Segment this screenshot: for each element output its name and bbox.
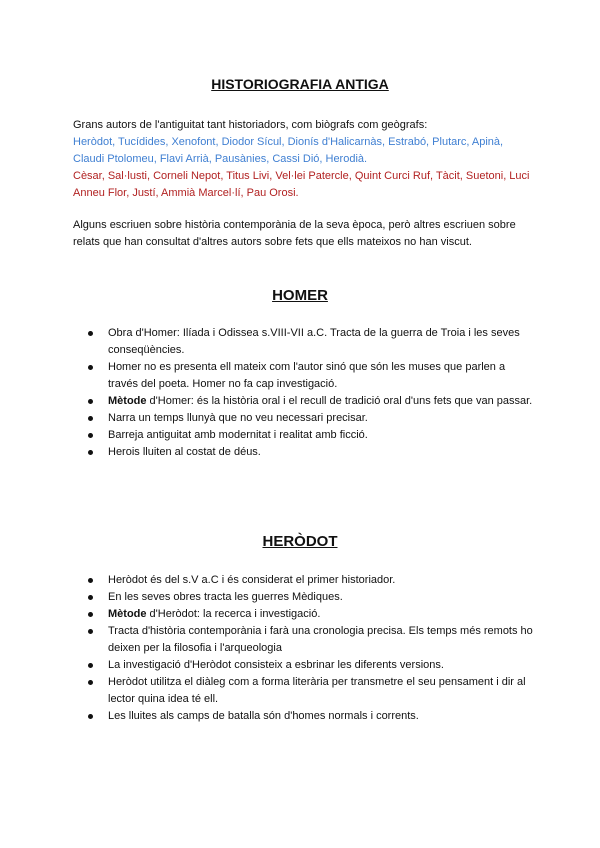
bullet-icon (88, 365, 93, 370)
greek-authors-list: Heròdot, Tucídides, Xenofont, Diodor Sícul, Dionís d'Halicarnàs, Estrabó, Plutarc, Apinà, Claudi Ptolomeu, Flavi Arrià, Pausànies, Cassi Dió, Herodià. (73, 136, 504, 165)
list-item: En les seves obres tracta les guerres Mèdiques. (88, 589, 536, 606)
intro-paragraph (73, 117, 535, 202)
list-item: Obra d'Homer: Ilíada i Odissea s.VIII-VII a.C. Tracta de la guerra de Troia i les seves conseqüències. (88, 325, 536, 359)
bullet-icon (88, 595, 93, 600)
list-item: Barreja antiguitat amb modernitat i realitat amb ficció. (88, 427, 536, 444)
list-item: La investigació d'Heròdot consisteix a esbrinar les diferents versions. (88, 657, 536, 674)
list-item: Herois lluiten al costat de déus. (88, 444, 536, 461)
bullet-icon (88, 331, 93, 336)
bullet-icon (88, 629, 93, 634)
roman-authors-list: Cèsar, Sal·lusti, Corneli Nepot, Titus Livi, Vel·lei Patercle, Quint Curci Ruf, Tàcit, Suetoni, Luci Anneu Flor, Justí, Ammià Marcel·lí, Pau Orosi. (73, 170, 530, 199)
list-item: Narra un temps llunyà que no veu necessari precisar. (88, 410, 536, 427)
herodot-heading: HERÒDOT (262, 533, 338, 550)
list-item: Heròdot utilitza el diàleg com a forma literària per transmetre el seu pensament i dir al lector quina idea té ell. (88, 674, 536, 708)
bullet-icon (88, 612, 93, 617)
bullet-icon (88, 450, 93, 455)
list-item: Tracta d'història contemporània i farà una cronologia precisa. Els temps més remots ho deixen per la filosofia i l'arqueologia (88, 623, 536, 657)
bullet-icon (88, 680, 93, 685)
bullet-icon (88, 714, 93, 719)
list-item: Mètode d'Homer: és la història oral i el recull de tradició oral d'uns fets que van passar. (88, 393, 536, 410)
bullet-icon (88, 663, 93, 668)
contemporary-paragraph: Alguns escriuen sobre història contemporània de la seva època, però altres escriuen sobre relats que han consultat d'altres autors sobre fets que ells mateixos no han viscut. (73, 219, 516, 248)
list-item: Les lluites als camps de batalla són d'homes normals i corrents. (88, 708, 536, 725)
bullet-icon (88, 578, 93, 583)
page-title: HISTORIOGRAFIA ANTIGA (211, 76, 389, 92)
herodot-list (88, 572, 536, 725)
list-item: Mètode d'Heròdot: la recerca i investigació. (88, 606, 536, 623)
homer-heading: HOMER (272, 287, 328, 304)
bullet-icon (88, 399, 93, 404)
bullet-icon (88, 416, 93, 421)
intro-lead: Grans autors de l'antiguitat tant historiadors, com biògrafs com geògrafs: (73, 119, 428, 131)
list-item: Homer no es presenta ell mateix com l'autor sinó que són les muses que parlen a través del poeta. Homer no fa cap investigació. (88, 359, 536, 393)
list-item: Heròdot és del s.V a.C i és considerat el primer historiador. (88, 572, 536, 589)
bullet-icon (88, 433, 93, 438)
homer-list (88, 325, 536, 461)
